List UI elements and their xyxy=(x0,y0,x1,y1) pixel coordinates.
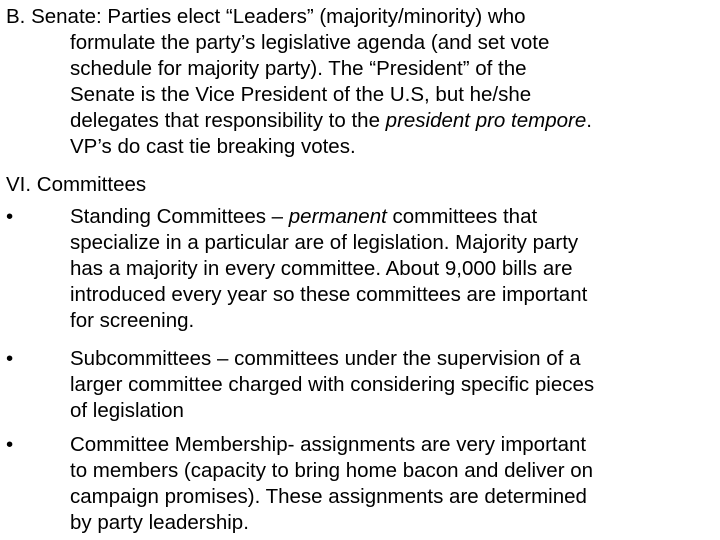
bullet-line xyxy=(6,484,714,510)
bullet-line-text: larger committee charged with considering specific pieces xyxy=(70,373,595,396)
bullet-line-text: to members (capacity to bring home bacon and deliver on xyxy=(70,459,594,482)
bullet-line xyxy=(6,230,714,256)
senate-line-5-em: president pro tempore xyxy=(385,109,587,132)
senate-line-5-post: . xyxy=(586,109,592,132)
bullet-line xyxy=(6,458,714,484)
senate-line-3: schedule for majority party). The “President” of the xyxy=(70,57,527,80)
senate-line-6: VP’s do cast tie breaking votes. xyxy=(70,135,356,158)
senate-paragraph xyxy=(6,4,714,160)
bullet-item xyxy=(6,204,714,334)
committees-heading-block xyxy=(6,172,714,198)
bullet-line xyxy=(6,256,714,282)
senate-line-1: B. Senate: Parties elect “Leaders” (majority/minority) who xyxy=(6,5,526,28)
bullet-line xyxy=(6,282,714,308)
bullet-line-text: campaign promises). These assignments are determined xyxy=(70,485,587,508)
bullet-mark: • xyxy=(6,347,14,370)
bullet-line-text: by party leadership. xyxy=(70,511,249,534)
senate-line-5-pre: delegates that responsibility to the xyxy=(70,109,386,132)
bullet-line-text: introduced every year so these committees are important xyxy=(70,283,588,306)
bullet-line-text: for screening. xyxy=(70,309,195,332)
bullet-item xyxy=(6,346,714,424)
senate-line-5 xyxy=(6,108,714,134)
bullet-line-text: Standing Committees – xyxy=(70,205,289,228)
bullet-line xyxy=(6,372,714,398)
bullet-line xyxy=(6,204,714,230)
bullet-line xyxy=(6,398,714,424)
bullet-line xyxy=(6,432,714,458)
bullet-line-text: Committee Membership- assignments are very important xyxy=(70,433,587,456)
bullet-line xyxy=(6,346,714,372)
bullet-line-emphasis: permanent xyxy=(288,205,387,228)
senate-line-2: formulate the party’s legislative agenda (and set vote xyxy=(70,31,550,54)
bullet-line xyxy=(6,510,714,536)
bullet-mark: • xyxy=(6,433,14,456)
bullet-line-text: specialize in a particular are of legislation. Majority party xyxy=(70,231,579,254)
bullet-line-text: of legislation xyxy=(70,399,184,422)
committees-heading: VI. Committees xyxy=(6,173,147,196)
bullet-mark: • xyxy=(6,205,14,228)
bullet-line-text-end: committees that xyxy=(386,205,538,228)
bullet-line-text: Subcommittees – committees under the supervision of a xyxy=(70,347,581,370)
bullet-line xyxy=(6,308,714,334)
bullet-item xyxy=(6,432,714,536)
bullet-line-text: has a majority in every committee. About 9,000 bills are xyxy=(70,257,573,280)
senate-line-4: Senate is the Vice President of the U.S, but he/she xyxy=(70,83,532,106)
